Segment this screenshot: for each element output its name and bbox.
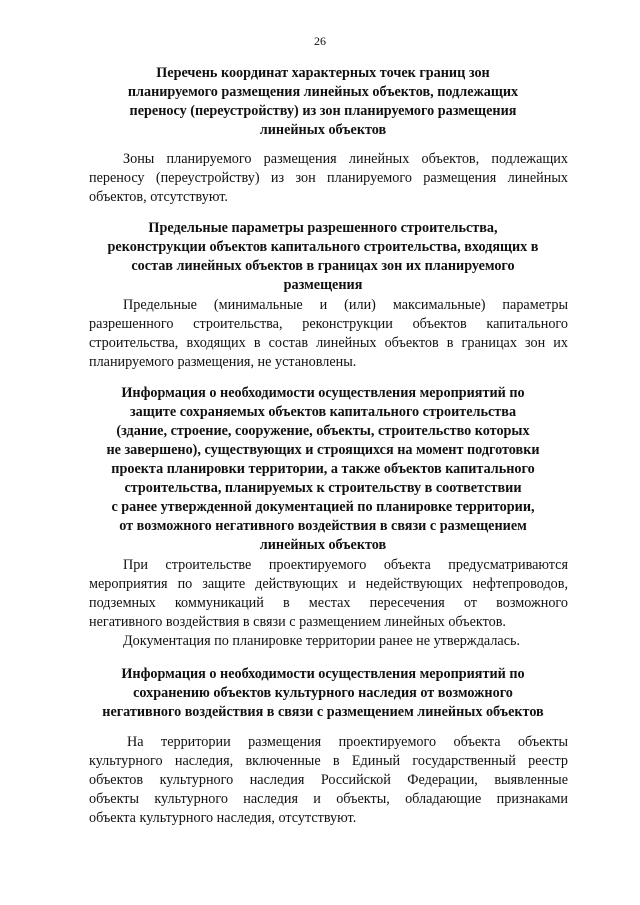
section-4-heading <box>78 665 568 722</box>
heading-line: не завершено), существующих и строящихся на момент подготовки <box>106 442 540 458</box>
section-3-paragraph-2 <box>89 632 568 651</box>
heading-line: от возможного негативного воздействия в связи с размещением <box>119 518 527 534</box>
paragraph-line: культурного наследия, включенные в Единый государственный реестр <box>89 753 568 769</box>
heading-line: Перечень координат характерных точек границ зон <box>156 65 490 81</box>
paragraph-line: Зоны планируемого размещения линейных объектов, подлежащих <box>123 151 568 167</box>
heading-line: планируемого размещения линейных объектов, подлежащих <box>127 84 519 100</box>
heading-line: линейных объектов <box>259 122 387 138</box>
paragraph-line: подземных коммуникаций в местах пересечения от возможного <box>89 595 568 611</box>
paragraph-line: На территории размещения проектируемого объекта объекты <box>127 734 568 750</box>
heading-line: переносу (переустройству) из зон планируемого размещения <box>129 103 517 119</box>
section-3-paragraph-1 <box>89 556 568 632</box>
paragraph-line: объектов культурного наследия Российской Федерации, выявленные <box>89 772 568 788</box>
paragraph-line: планируемого размещения, не установлены. <box>89 354 357 370</box>
heading-line: (здание, строение, сооружение, объекты, строительство которых <box>116 423 530 439</box>
heading-line: линейных объектов <box>259 537 387 553</box>
heading-line: Информация о необходимости осуществления мероприятий по <box>121 385 525 401</box>
paragraph-line: Документация по планировке территории ранее не утверждалась. <box>123 633 521 649</box>
heading-line: Предельные параметры разрешенного строительства, <box>148 220 498 236</box>
section-2-heading <box>78 219 568 295</box>
heading-line: защите сохраняемых объектов капитального строительства <box>129 404 517 420</box>
paragraph-line: объекты культурного наследия и объекты, обладающие признаками <box>89 791 568 807</box>
paragraph-line: объектов, отсутствуют. <box>89 189 228 205</box>
paragraph-line: строительства, входящих в состав линейных объектов в границах зон их <box>89 335 568 351</box>
paragraph-line: объекта культурного наследия, отсутствуют. <box>89 810 357 826</box>
paragraph-line: Предельные (минимальные и (или) максимальные) параметры <box>123 297 568 313</box>
section-1-heading <box>78 64 568 140</box>
heading-line: состав линейных объектов в границах зон их планируемого <box>131 258 515 274</box>
paragraph-line: переносу (переустройству) из зон планируемого размещения линейных <box>89 170 568 186</box>
heading-line: сохранению объектов культурного наследия от возможного <box>133 685 513 701</box>
paragraph-line: негативного воздействия в связи с размещением линейных объектов. <box>89 614 506 630</box>
heading-line: реконструкции объектов капитального строительства, входящих в <box>107 239 539 255</box>
section-3-heading <box>78 384 568 555</box>
heading-line: с ранее утвержденной документацией по планировке территории, <box>111 499 535 515</box>
heading-line: Информация о необходимости осуществления мероприятий по <box>121 666 525 682</box>
heading-line: размещения <box>283 277 363 293</box>
page-number: 26 <box>314 34 326 48</box>
paragraph-line: При строительстве проектируемого объекта предусматриваются <box>123 557 568 573</box>
section-2-paragraph <box>89 296 568 372</box>
heading-line: строительства, планируемых к строительству в соответствии <box>124 480 522 496</box>
paragraph-line: мероприятия по защите действующих и недействующих нефтепроводов, <box>89 576 568 592</box>
heading-line: проекта планировки территории, а также объектов капитального <box>111 461 535 477</box>
section-1-paragraph <box>89 150 568 207</box>
section-4-paragraph <box>89 733 568 828</box>
paragraph-line: разрешенного строительства, реконструкции объектов капитального <box>89 316 568 332</box>
heading-line: негативного воздействия в связи с размещением линейных объектов <box>102 704 544 720</box>
